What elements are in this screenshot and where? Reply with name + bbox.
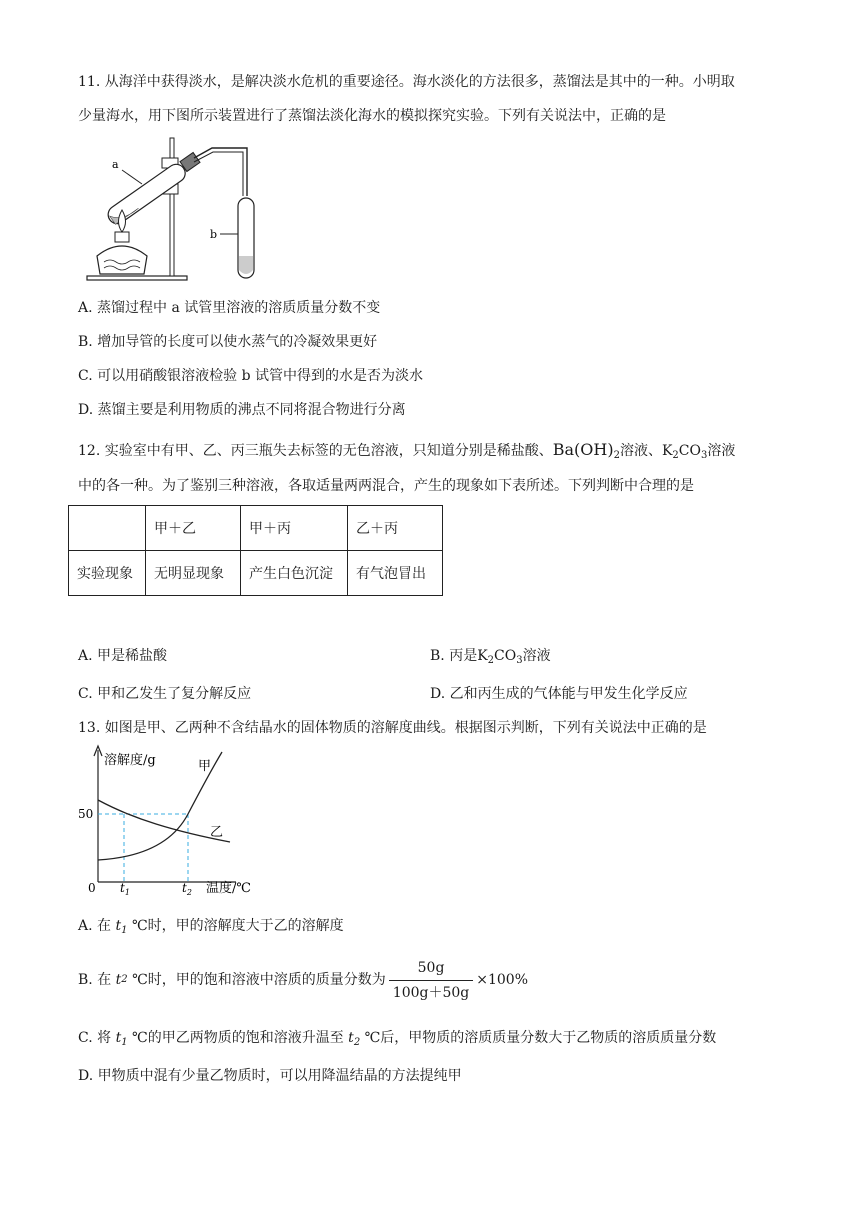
q12-option-b: B. 丙是$K_2CO_3$溶液 [430,648,551,666]
q12-stem-line1: 12. 实验室中有甲、乙、丙三瓶失去标签的无色溶液，只知道分别是稀盐酸、$Ba(OH)_2$溶液、$K_2CO_3$溶液 [78,440,736,461]
curve-label-yi: 乙 [210,825,224,840]
q11-stem-line1: 11. 从海洋中获得淡水，是解决淡水危机的重要途径。海水淡化的方法很多，蒸馏法是其中的一种。小明取 [78,74,735,90]
curve-label-jia: 甲 [198,759,212,774]
q13-stem: 13. 如图是甲、乙两种不含结晶水的固体物质的溶解度曲线。根据图示判断，下列有关说法中正确的是 [78,720,707,736]
q13-option-b: B. 在 t 2 ℃时，甲的饱和溶液中溶质的质量分数为 $\frac{50g}{100g+50g}$ ×100% [78,959,529,1001]
q12-option-c: C. 甲和乙发生了复分解反应 [78,686,252,702]
y-tick-50: 50 [78,807,94,821]
q11-option-c: C. 可以用硝酸银溶液检验 b 试管中得到的水是否为淡水 [78,368,423,384]
table-header-cell: 甲＋丙 [241,506,348,551]
origin-label: 0 [88,881,96,895]
table-cell: 实验现象 [69,551,146,596]
x-tick-t2: $t_2$ [182,881,192,896]
x-tick-t1: $t_1$ [120,881,130,896]
solubility-chart [76,744,276,896]
table-cell: 无明显现象 [146,551,241,596]
table-cell: 有气泡冒出 [348,551,443,596]
y-axis-label: 溶解度/g [104,753,156,768]
q12-option-a: A. 甲是稀盐酸 [78,648,168,664]
table-row [69,551,443,596]
table-header-cell: 乙＋丙 [348,506,443,551]
fraction: $\frac{50g}{100g+50g}$ [389,958,473,1003]
table-header-cell: 甲＋乙 [146,506,241,551]
q12-option-d: D. 乙和丙生成的气体能与甲发生化学反应 [430,686,688,702]
q12-stem-line2: 中的各一种。为了鉴别三种溶液，各取适量两两混合，产生的现象如下表所述。下列判断中合理的是 [78,478,694,494]
table-header-cell [69,506,146,551]
table-cell: 产生白色沉淀 [241,551,348,596]
observation-table [68,505,443,596]
table-header-row [69,506,443,551]
q13-option-a: A. 在 $t_1$ ℃时，甲的溶解度大于乙的溶解度 [78,918,344,936]
distillation-apparatus-figure [82,136,282,286]
q11-option-a: A. 蒸馏过程中 a 试管里溶液的溶质质量分数不变 [78,300,381,316]
label-b: b [210,228,218,241]
q13-option-d: D. 甲物质中混有少量乙物质时，可以用降温结晶的方法提纯甲 [78,1068,462,1084]
q13-option-c: C. 将 $t_1$ ℃的甲乙两物质的饱和溶液升温至 $t_2$ ℃后，甲物质的溶质质量分数大于乙物质的溶质质量分数 [78,1030,717,1048]
q11-stem-line2: 少量海水，用下图所示装置进行了蒸馏法淡化海水的模拟探究实验。下列有关说法中，正确的是 [78,108,666,124]
q11-option-d: D. 蒸馏主要是利用物质的沸点不同将混合物进行分离 [78,402,406,418]
x-axis-label: 温度/℃ [206,881,251,896]
q11-option-b: B. 增加导管的长度可以使水蒸气的冷凝效果更好 [78,334,378,350]
label-a: a [112,158,119,171]
